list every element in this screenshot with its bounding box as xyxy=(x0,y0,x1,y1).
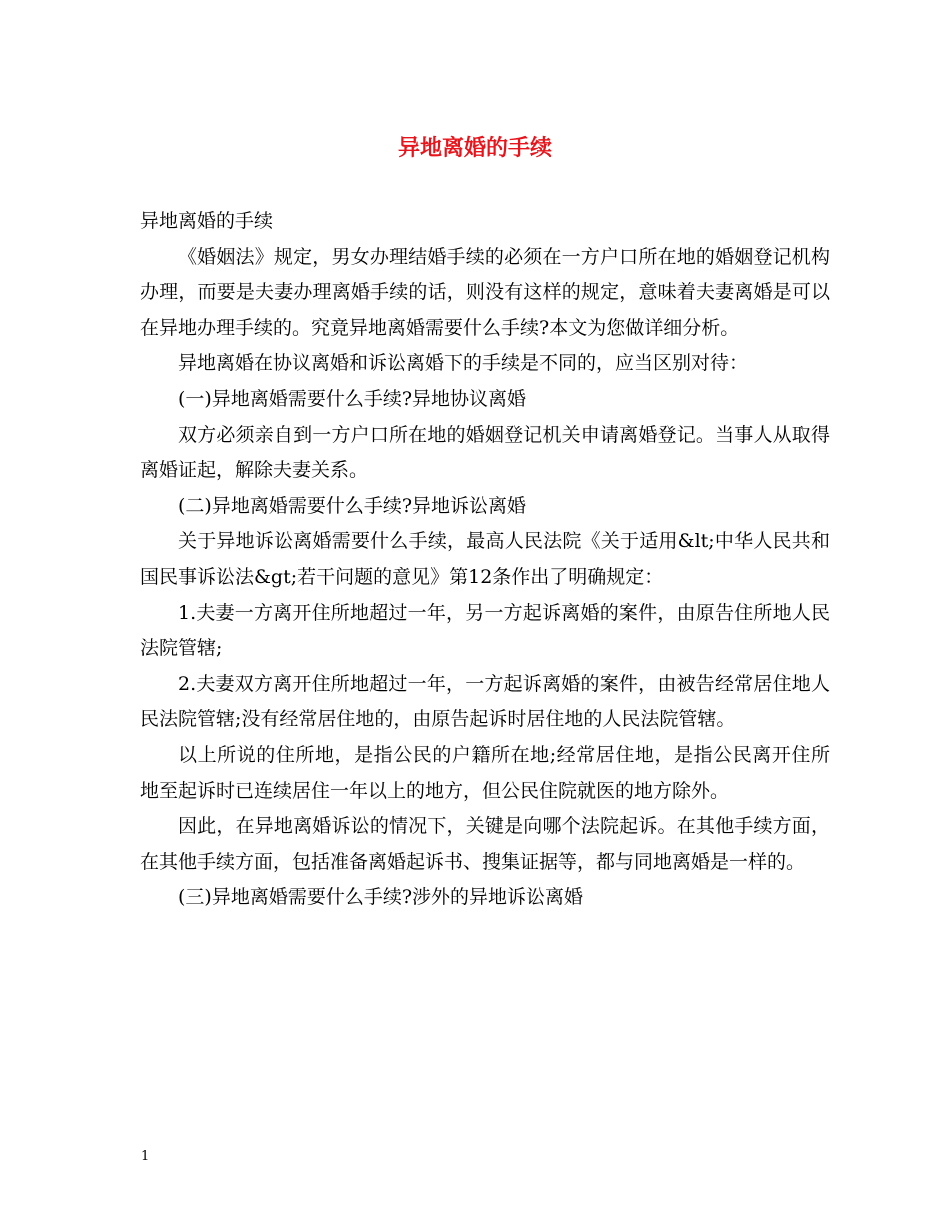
paragraph: 以上所说的住所地，是指公民的户籍所在地;经常居住地，是指公民离开住所地至起诉时已连续居住一年以上的地方，但公民住院就医的地方除外。 xyxy=(140,743,830,802)
section-heading: (二)异地离婚需要什么手续?异地诉讼离婚 xyxy=(178,494,527,517)
paragraph: 《婚姻法》规定，男女办理结婚手续的必须在一方户口所在地的婚姻登记机构办理，而要是夫妻办理离婚手续的话，则没有这样的规定，意味着夫妻离婚是可以在异地办理手续的。究竟异地离婚需要什么手续?本文为您做详细分析。 xyxy=(140,245,830,339)
paragraph: 异地离婚在协议离婚和诉讼离婚下的手续是不同的，应当区别对待： xyxy=(178,352,749,375)
list-item: 1.夫妻一方离开住所地超过一年，另一方起诉离婚的案件，由原告住所地人民法院管辖; xyxy=(140,601,830,660)
paragraph: 因此，在异地离婚诉讼的情况下，关键是向哪个法院起诉。在其他手续方面，在其他手续方面，包括准备离婚起诉书、搜集证据等，都与同地离婚是一样的。 xyxy=(140,815,830,873)
paragraph: 双方必须亲自到一方户口所在地的婚姻登记机关申请离婚登记。当事人从取得离婚证起，解除夫妻关系。 xyxy=(140,423,830,482)
document-body xyxy=(140,204,830,916)
document-title: 异地离婚的手续 xyxy=(397,135,552,161)
paragraph-heading: 异地离婚的手续 xyxy=(140,210,274,232)
paragraph: 关于异地诉讼离婚需要什么手续，最高人民法院《关于适用&lt;中华人民共和国民事诉讼法&gt;若干问题的意见》第12条作出了明确规定： xyxy=(140,530,830,588)
page-number: 1 xyxy=(141,1149,150,1164)
section-heading: (三)异地离婚需要什么手续?涉外的异地诉讼离婚 xyxy=(178,886,584,909)
list-item: 2.夫妻双方离开住所地超过一年，一方起诉离婚的案件，由被告经常居住地人民法院管辖;没有经常居住地的，由原告起诉时居住地的人民法院管辖。 xyxy=(140,672,830,731)
section-heading: (一)异地离婚需要什么手续?异地协议离婚 xyxy=(178,387,527,410)
